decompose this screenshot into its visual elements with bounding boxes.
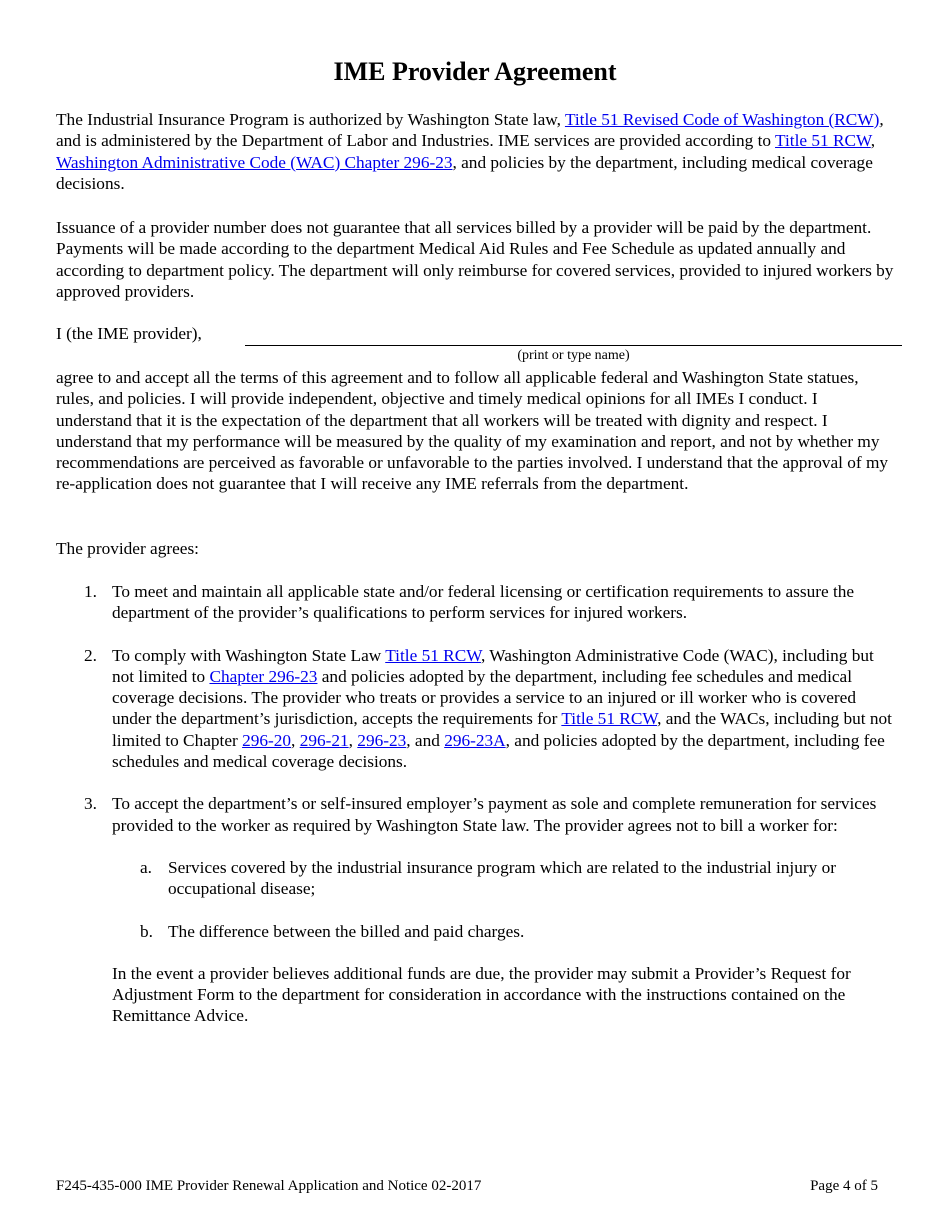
agree-paragraph: agree to and accept all the terms of this agreement and to follow all applicable federal and Washington State statues, rules, and policies. I will provide independent, objective and timely medical opinions for all IMEs I conduct. I understand that it is the expectation of the department that all workers will be treated with dignity and respect. I understand that my performance will be measured by the quality of my examination and report, and not by whether my recommendations are perceived as favorable or unfavorable to the parties involved. I understand that the approval of my re-application does not guarantee that I will receive any IME referrals from the department.	[56, 368, 889, 494]
issuance-paragraph: Issuance of a provider number does not guarantee that all services billed by a provider will be paid by the department. Payments will be made according to the department Medical Aid Rules and Fee Schedule as updated annually and according to department policy. The department will only reimburse for covered services, provided to injured workers by approved providers.	[56, 218, 894, 301]
title-51-rcw-link[interactable]: Title 51 RCW	[775, 131, 871, 151]
agreement-list	[56, 581, 896, 1048]
wac-296-20-link[interactable]: 296-20	[242, 730, 292, 750]
provider-agrees-heading: The provider agrees:	[56, 539, 199, 558]
list-item-number: 3.	[84, 794, 97, 814]
intro-text-3: ,	[870, 131, 876, 151]
item2-text-7: , and	[406, 730, 445, 750]
form-number: F245-435-000 IME Provider Renewal Application and Notice 02-2017	[56, 1178, 482, 1194]
wac-296-21-link[interactable]: 296-21	[299, 730, 349, 750]
item2-text-6: ,	[348, 730, 358, 750]
list-item-number: 2.	[84, 645, 97, 665]
sub-list-item-text: The difference between the billed and paid charges.	[168, 921, 525, 941]
sub-list-item-letter: b.	[140, 921, 153, 941]
sub-list	[112, 857, 896, 942]
provider-name-hint: (print or type name)	[517, 348, 630, 363]
item2-text-4: , and the WACs, including but not limited to Chapter	[112, 709, 892, 750]
adjustment-paragraph: In the event a provider believes additional funds are due, the provider may submit a Provider’s Request for Adjustment Form to the department for consideration in accordance with the instructions contained on the Remittance Advice.	[112, 963, 851, 1026]
sub-list-item	[112, 921, 896, 942]
wac-296-23-link[interactable]: Washington Administrative Code (WAC) Chapter 296-23	[56, 152, 453, 172]
item2-text-8: , and policies adopted by the department, including fee schedules and medical coverage decisions.	[112, 730, 885, 772]
intro-text-4: , and policies by the department, including medical coverage decisions.	[56, 152, 873, 193]
title-51-rcw-link[interactable]: Title 51 RCW	[385, 645, 481, 665]
intro-text-1: The Industrial Insurance Program is authorized by Washington State law,	[56, 110, 565, 129]
page-title: IME Provider Agreement	[333, 57, 617, 86]
item2-text-1: To comply with Washington State Law	[112, 645, 386, 665]
list-item-text: To meet and maintain all applicable state and/or federal licensing or certification requirements to assure the department of the provider’s qualifications to perform services for injured workers.	[112, 582, 855, 623]
intro-paragraph	[56, 109, 896, 194]
title-51-rcw-link[interactable]: Title 51 RCW	[561, 709, 658, 729]
title-51-rcw-full-link[interactable]: Title 51 Revised Code of Washington (RCW)	[564, 110, 880, 129]
chapter-296-23-link[interactable]: Chapter 296-23	[209, 666, 318, 686]
page-number: Page 4 of 5	[810, 1178, 878, 1194]
item2-text-5: ,	[291, 730, 300, 750]
sub-list-item-letter: a.	[140, 857, 152, 877]
list-item	[56, 581, 896, 624]
list-item-text: To accept the department’s or self-insured employer’s payment as sole and complete remuneration for services provided to the worker as required by Washington State law. The provider agrees not to bill a worker for:	[112, 794, 877, 835]
list-item	[56, 793, 896, 1026]
sub-list-item	[112, 857, 896, 900]
provider-name-field[interactable]	[245, 345, 902, 346]
list-item-text	[112, 646, 892, 771]
intro-text-2: , and is administered by the Department of Labor and Industries. IME services are provided according to	[56, 110, 884, 151]
item2-text-3: and policies adopted by the department, including fee schedules and medical coverage decisions. The provider who treats or provides a service to an injured or ill worker who is covered under the department’s jurisdiction, accepts the requirements for	[112, 666, 856, 729]
provider-name-line	[56, 323, 902, 363]
sub-list-item-text: Services covered by the industrial insurance program which are related to the industrial injury or occupational disease;	[168, 857, 836, 899]
provider-name-label: I (the IME provider),	[56, 324, 202, 343]
item2-text-2: , Washington Administrative Code (WAC), including but not limited to	[112, 645, 874, 686]
list-item-number: 1.	[84, 582, 97, 601]
wac-296-23-link[interactable]: 296-23	[357, 730, 407, 750]
wac-296-23a-link[interactable]: 296-23A	[444, 730, 506, 750]
list-item	[56, 645, 896, 773]
